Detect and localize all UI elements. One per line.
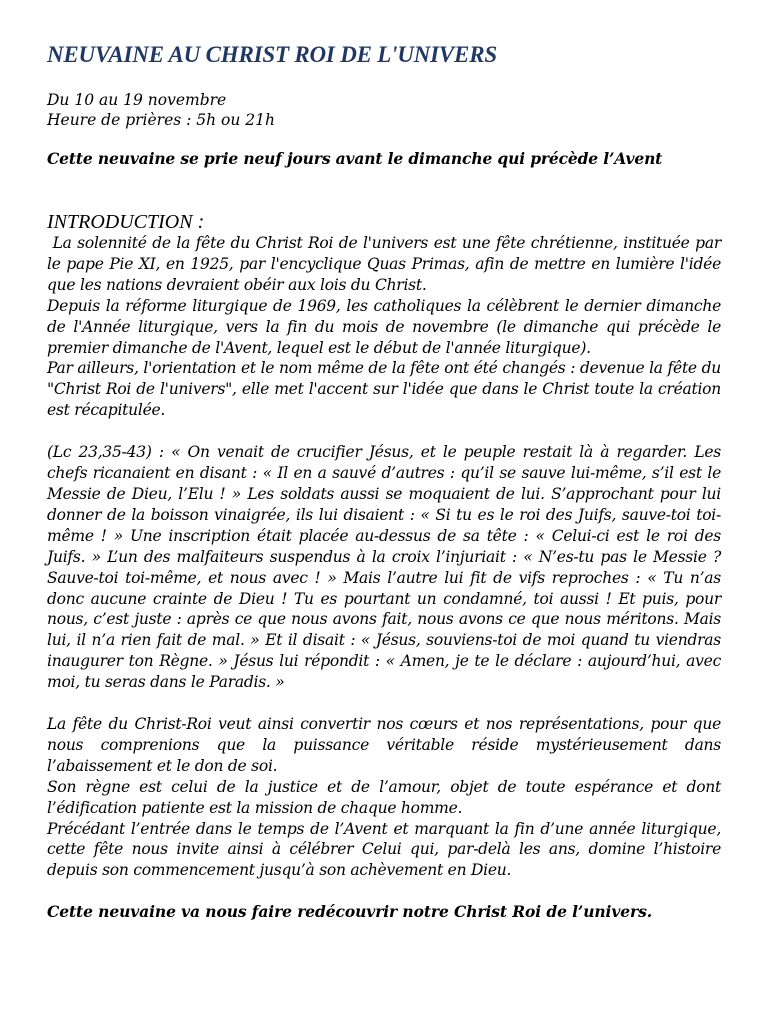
gospel-paragraph: (Lc 23,35-43) : « On venait de crucifier Jésus, et le peuple restait là à regarder. Les chefs ricanaient en disant : « Il en a sauvé d’autres : qu’il se sauve lui-même, s’il est le Messie de Dieu, l’Elu ! » Les soldats aussi se moquaient de lui. S’approchant pour lui donner de la boisson vinaigrée, ils lui disaient : « Si tu es le roi des Juifs, sauve-toi toi-même ! » Une inscription était placée au-dessus de sa tête : « Celui-ci est le roi des Juifs. » L’un des malfaiteurs suspendus à la croix l’injuriait : « N’es-tu pas le Messie ? Sauve-toi toi-même, et nous avec ! » Mais l’autre lui fit de vifs reproches : « Tu n’as donc aucune crainte de Dieu ! Tu es pourtant un condamné, toi aussi ! Et puis, pour nous, c’est juste : après ce que nous avons fait, nous avons ce que nous méritons. Mais lui, il n’a rien fait de mal. » Et il disait : « Jésus, souviens-toi de moi quand tu viendras inaugurer ton Règne. » Jésus lui répondit : « Amen, je te le déclare : aujourd’hui, avec moi, tu seras dans le Paradis. » [47, 443, 721, 692]
closing-statement: Cette neuvaine va nous faire redécouvrir notre Christ Roi de l’univers. [47, 902, 653, 922]
page-title: NEUVAINE AU CHRIST ROI DE L'UNIVERS [47, 42, 497, 67]
document-page [47, 40, 726, 922]
reflection-paragraph-3: Précédant l’entrée dans le temps de l’Avent et marquant la fin d’une année liturgique, cette fête nous invite ainsi à célébrer Celui qui, par-delà les ans, domine l’histoire depuis son commencement jusqu’à son achèvement en Dieu. [47, 819, 721, 880]
intro-paragraph-3: Par ailleurs, l'orientation et le nom même de la fête ont été changés : devenue la fête du "Christ Roi de l'univers", elle met l'accent sur l'idée que dans le Christ toute la création est récapitulée. [47, 359, 721, 420]
prayer-hours: Heure de prières : 5h ou 21h [47, 111, 275, 129]
introduction-body [47, 233, 726, 881]
novena-dates: Du 10 au 19 novembre [47, 91, 227, 109]
reflection-paragraph-1: La fête du Christ-Roi veut ainsi convertir nos cœurs et nos représentations, pour que nous comprenions que la puissance véritable réside mystérieusement dans l’abaissement et le don de soi. [47, 715, 721, 775]
schedule-block [47, 90, 721, 130]
intro-paragraph-1: La solennité de la fête du Christ Roi de l'univers est une fête chrétienne, instituée par le pape Pie XI, en 1925, par l'encyclique Quas Primas, afin de mettre en lumière l'idée que les nations devraient obéir aux lois du Christ. [47, 234, 726, 294]
paragraph-gap [47, 421, 721, 442]
paragraph-gap [47, 693, 721, 714]
introduction-heading: INTRODUCTION : [47, 211, 205, 233]
reflection-paragraph-2: Son règne est celui de la justice et de l’amour, objet de toute espérance et dont l’édification patiente est la mission de chaque homme. [47, 777, 721, 817]
lead-statement: Cette neuvaine se prie neuf jours avant le dimanche qui précède l’Avent [47, 149, 663, 168]
intro-paragraph-2: Depuis la réforme liturgique de 1969, les catholiques la célèbrent le dernier dimanche de l'Année liturgique, vers la fin du mois de novembre (le dimanche qui précède le premier dimanche de l'Avent, lequel est le début de l'année liturgique). [47, 296, 721, 357]
